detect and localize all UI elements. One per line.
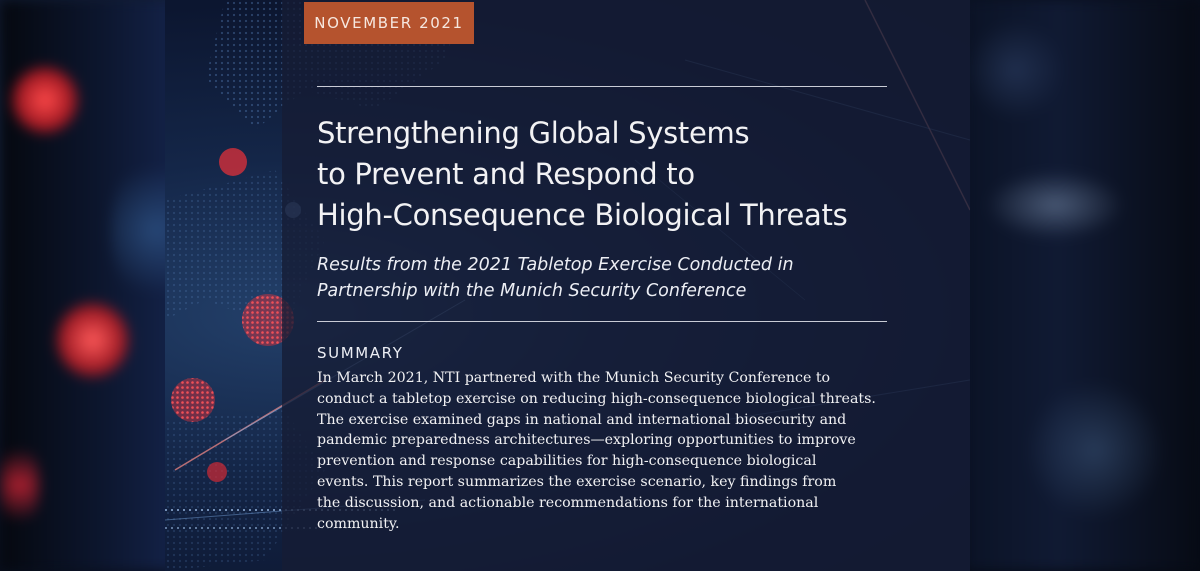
- date-badge: [304, 2, 474, 44]
- title-line: Strengthening Global Systems: [317, 116, 750, 150]
- summary-line: conduct a tabletop exercise on reducing high-consequence biological threats.: [317, 390, 876, 407]
- subtitle-line: Results from the 2021 Tabletop Exercise Conducted in: [317, 255, 794, 275]
- summary-text: [317, 368, 907, 534]
- summary-line: In March 2021, NTI partnered with the Munich Security Conference to: [317, 370, 831, 386]
- summary-line: community.: [317, 515, 400, 532]
- title-line: High-Consequence Biological Threats: [317, 198, 848, 232]
- date-label: NOVEMBER 2021: [314, 14, 464, 32]
- title-line: to Prevent and Respond to: [317, 157, 695, 191]
- top-divider: [317, 86, 887, 87]
- report-subtitle: [317, 252, 917, 304]
- report-cover: [165, 0, 970, 571]
- blurred-background-left: [0, 0, 180, 571]
- blurred-background-right: [965, 0, 1200, 571]
- summary-line: prevention and response capabilities for high-consequence biological: [317, 453, 817, 470]
- summary-line: pandemic preparedness architectures—exploring opportunities to improve: [317, 432, 856, 449]
- subtitle-line: Partnership with the Munich Security Conference: [317, 281, 747, 301]
- report-title: [317, 113, 917, 236]
- summary-line: the discussion, and actionable recommendations for the international: [317, 494, 819, 511]
- summary-line: events. This report summarizes the exercise scenario, key findings from: [317, 473, 837, 490]
- summary-line: The exercise examined gaps in national and international biosecurity and: [317, 411, 847, 428]
- bottom-divider: [317, 321, 887, 322]
- summary-heading: SUMMARY: [317, 344, 404, 362]
